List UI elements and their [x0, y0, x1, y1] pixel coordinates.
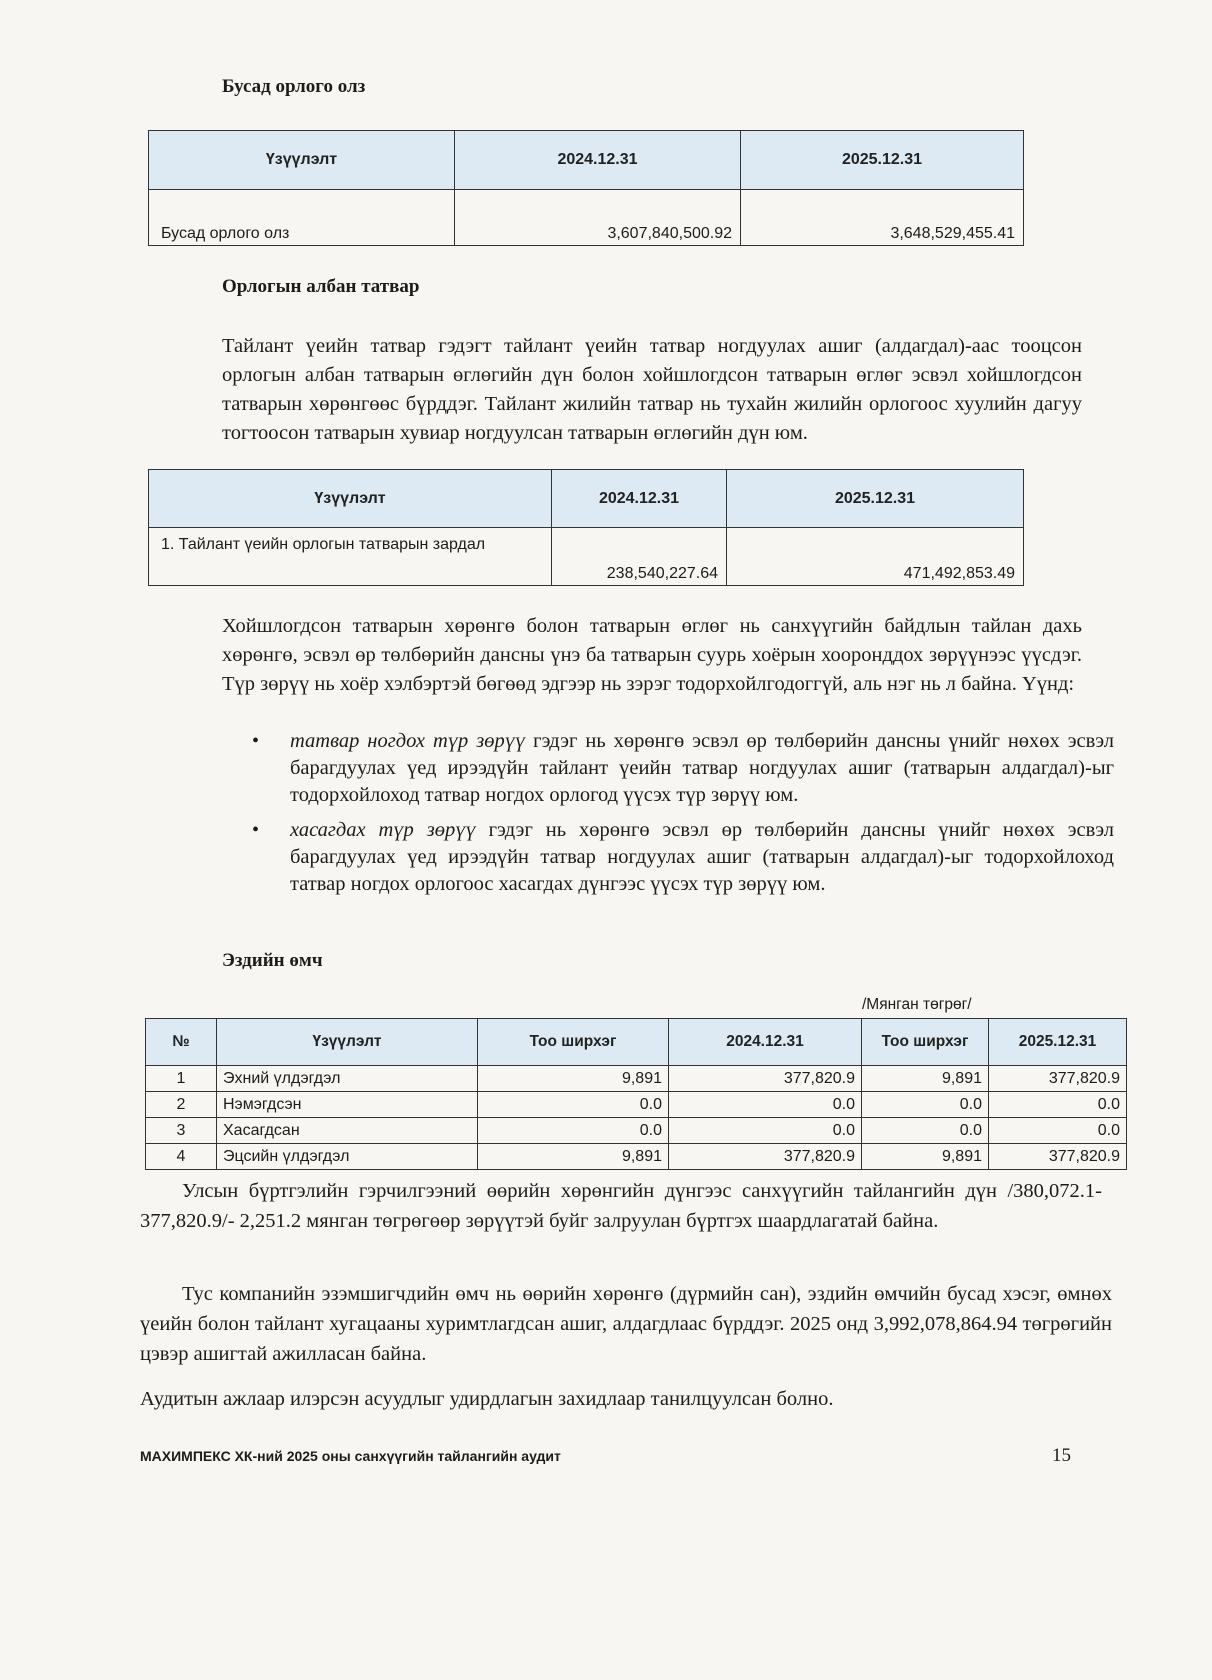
table-header: 2025.12.31: [989, 1019, 1127, 1066]
table-header: 2025.12.31: [727, 470, 1024, 528]
table-cell: Эхний үлдэгдэл: [217, 1066, 478, 1092]
table-header: 2024.12.31: [552, 470, 727, 528]
table-row: [146, 1144, 1127, 1170]
table-cell: 377,820.9: [669, 1144, 862, 1170]
table-cell: 9,891: [478, 1144, 669, 1170]
table-row: [146, 1092, 1127, 1118]
table-header: Тоо ширхэг: [478, 1019, 669, 1066]
income-tax-table: [148, 469, 1024, 586]
table-row: [146, 1066, 1127, 1092]
table-header: №: [146, 1019, 217, 1066]
table-header: 2024.12.31: [455, 131, 741, 190]
deferred-tax-paragraph: Хойшлогдсон татварын хөрөнгө болон татварын өглөг нь санхүүгийн байдлын тайлан дахь хөрөнгө, эсвэл өр төлбөрийн дансны үнэ ба татварын суурь хоёрын хооронддох зөрүүнээс үүсдэг. Түр зөрүү нь хоёр хэлбэртэй бөгөөд эдгээр нь зэрэг тодорхойлгодоггүй, аль нэг нь л байна. Үүнд:: [222, 615, 1082, 695]
table-cell: 3,648,529,455.41: [741, 190, 1024, 246]
equity-paragraph-1: Улсын бүртгэлийн гэрчилгээний өөрийн хөрөнгийн дүнгээс санхүүгийн тайлангийн дүн /380,072.1-377,820.9/- 2,251.2 мянган төгрөгөөр зөрүүтэй буйг залруулан бүртгэх шаардлагатай байна.: [140, 1180, 1102, 1232]
equity-table: [145, 1018, 1127, 1170]
income-tax-paragraph: Тайлант үеийн татвар гэдэгт тайлант үеийн татвар ногдуулах ашиг (алдагдал)-аас тооцсон орлогын албан татварын өглөгийн дүн болон хойшлогдсон татварын өглөг эсвэл хойшлогдсон татварын хөрөнгөөс бүрддэг. Тайлант жилийн татвар нь тухайн жилийн орлогоос хуулийн дагуу тогтоосон татварын хувиар ногдуулсан татварын өглөгийн дүн юм.: [222, 335, 1082, 444]
table-cell: 9,891: [862, 1066, 989, 1092]
table-cell: 1. Тайлант үеийн орлогын татварын зардал: [149, 528, 552, 586]
table-cell: 0.0: [862, 1092, 989, 1118]
list-item: [252, 817, 1114, 898]
equity-paragraph-3: Аудитын ажлаар илэрсэн асуудлыг удирдлагын захидлаар танилцуулсан болно.: [140, 1388, 834, 1410]
table-cell: 0.0: [669, 1118, 862, 1144]
list-item: [252, 728, 1114, 809]
table-header: Үзүүлэлт: [217, 1019, 478, 1066]
list-item-term: татвар ногдох түр зөрүү: [290, 730, 526, 752]
other-income-table: [148, 130, 1024, 246]
table-cell: 377,820.9: [669, 1066, 862, 1092]
table-cell: 9,891: [862, 1144, 989, 1170]
table-header: Тоо ширхэг: [862, 1019, 989, 1066]
table-cell: Хасагдсан: [217, 1118, 478, 1144]
table-row: [149, 528, 1024, 586]
section-heading-income-tax: Орлогын албан татвар: [222, 276, 420, 297]
table-cell: 4: [146, 1144, 217, 1170]
table-cell: Бусад орлого олз: [149, 190, 455, 246]
table-cell: 1: [146, 1066, 217, 1092]
section-heading-other-income: Бусад орлого олз: [222, 76, 366, 97]
table-cell: 0.0: [478, 1092, 669, 1118]
table-cell: 0.0: [669, 1092, 862, 1118]
table-cell: 0.0: [989, 1092, 1127, 1118]
unit-label: /Мянган төгрөг/: [862, 996, 972, 1013]
table-cell: 377,820.9: [989, 1066, 1127, 1092]
footer-title: МАХИМПЕКС ХК-ний 2025 оны санхүүгийн тайлангийн аудит: [140, 1448, 561, 1464]
table-row: [146, 1118, 1127, 1144]
table-cell: 0.0: [989, 1118, 1127, 1144]
table-cell: 377,820.9: [989, 1144, 1127, 1170]
table-cell: 238,540,227.64: [552, 528, 727, 586]
table-cell: Нэмэгдсэн: [217, 1092, 478, 1118]
table-header: 2024.12.31: [669, 1019, 862, 1066]
table-cell: 3,607,840,500.92: [455, 190, 741, 246]
equity-paragraph-2: Тус компанийн эзэмшигчдийн өмч нь өөрийн хөрөнгө (дүрмийн сан), эздийн өмчийн бусад хэсэг, өмнөх үеийн болон тайлант хугацааны хуримтлагдсан ашиг, алдагдлаас бүрддэг. 2025 онд 3,992,078,864.94 төгрөгийн цэвэр ашигтай ажилласан байна.: [140, 1283, 1112, 1365]
table-header: Үзүүлэлт: [149, 470, 552, 528]
section-heading-equity: Эздийн өмч: [222, 950, 323, 971]
table-cell: 0.0: [478, 1118, 669, 1144]
table-cell: 9,891: [478, 1066, 669, 1092]
table-cell: Эцсийн үлдэгдэл: [217, 1144, 478, 1170]
table-cell: 0.0: [862, 1118, 989, 1144]
list-item-text: гэдэг нь хөрөнгө эсвэл өр төлбөрийн дансны үнийг нөхөх эсвэл барагдуулах үед ирээдүйн тайлант үеийн татвар ногдуулах ашиг (татварын алдагдал)-ыг тодорхойлоход татвар ногдох орлогод үүсэх түр зөрүү юм.: [290, 730, 1114, 806]
bullet-icon: •: [252, 819, 260, 841]
table-cell: 2: [146, 1092, 217, 1118]
page-number: 15: [1052, 1445, 1071, 1466]
list-item-text: гэдэг нь хөрөнгө эсвэл өр төлбөрийн дансны үнийг нөхөх эсвэл барагдуулах үед ирээдүйн татвар ногдуулах ашиг (татварын алдагдал)-ыг тодорхойлоход татвар ногдох орлогоос хасагдах дүнгээс үүсэх түр зөрүү юм.: [290, 819, 1114, 895]
bullet-icon: •: [252, 730, 260, 752]
temporary-difference-list: [252, 728, 1114, 906]
table-cell: 471,492,853.49: [727, 528, 1024, 586]
list-item-term: хасагдах түр зөрүү: [290, 819, 476, 841]
table-cell: 3: [146, 1118, 217, 1144]
table-header: 2025.12.31: [741, 131, 1024, 190]
table-row: [149, 190, 1024, 246]
table-header: Үзүүлэлт: [149, 131, 455, 190]
